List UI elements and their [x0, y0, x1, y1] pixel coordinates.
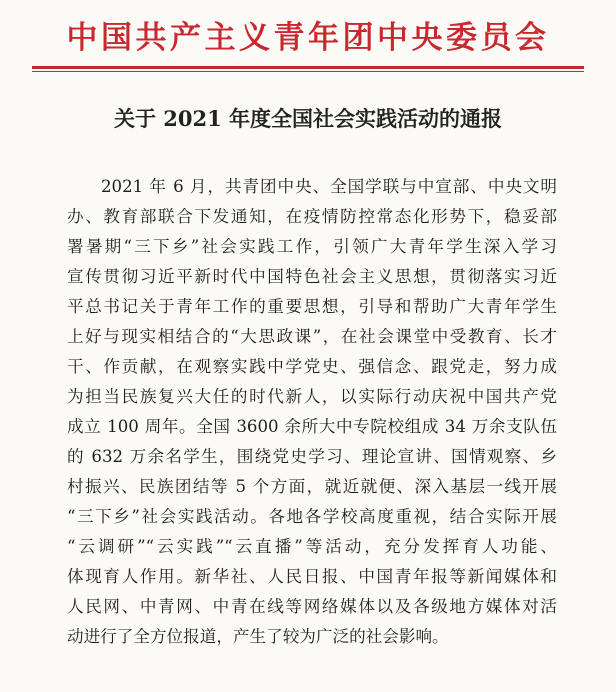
body-line: 2021 年 6 月，共青团中央、全国学联与中宣部、中央文明 — [101, 177, 557, 196]
body-line: 署暑期“三下乡”社会实践工作，引领广大青年学生深入学习 — [67, 237, 557, 256]
body-line: 干、作贡献，在观察实践中学党史、强信念、跟党走，努力成 — [67, 357, 557, 376]
letterhead: 中国共产主义青年团中央委员会 — [66, 20, 550, 56]
body-line: 平总书记关于青年工作的重要思想，引导和帮助广大青年学生 — [67, 297, 557, 316]
letterhead-rule-thick — [32, 66, 584, 69]
body-line: 人民网、中青网、中青在线等网络媒体以及各级地方媒体对活 — [67, 597, 557, 616]
letterhead-rule-thin — [32, 71, 584, 72]
body-line: 上好与现实相结合的“大思政课”，在社会课堂中受教育、长才 — [67, 327, 557, 346]
body-line: 为担当民族复兴大任的时代新人，以实际行动庆祝中国共产党 — [67, 387, 557, 406]
document-title: 关于 2021 年度全国社会实践活动的通报 — [113, 106, 503, 131]
body-line: 村振兴、民族团结等 5 个方面，就近就便、深入基层一线开展 — [67, 477, 557, 496]
body-line: 成立 100 周年。全国 3600 余所大中专院校组成 34 万余支队伍 — [67, 417, 557, 436]
body-line: 体现育人作用。新华社、人民日报、中国青年报等新闻媒体和 — [67, 567, 557, 586]
body-line: “三下乡”社会实践活动。各地各学校高度重视，结合实际开展 — [67, 507, 557, 526]
body-line: 宣传贯彻习近平新时代中国特色社会主义思想，贯彻落实习近 — [67, 267, 557, 286]
body-line: 办、教育部联合下发通知，在疫情防控常态化形势下，稳妥部 — [67, 207, 557, 226]
body-paragraph — [67, 172, 557, 652]
body-line: “云调研”“云实践”“云直播”等活动，充分发挥育人功能、 — [67, 537, 557, 556]
body-line: 的 632 万余名学生，围绕党史学习、理论宣讲、国情观察、乡 — [67, 447, 557, 466]
body-line: 动进行了全方位报道，产生了较为广泛的社会影响。 — [67, 627, 449, 646]
